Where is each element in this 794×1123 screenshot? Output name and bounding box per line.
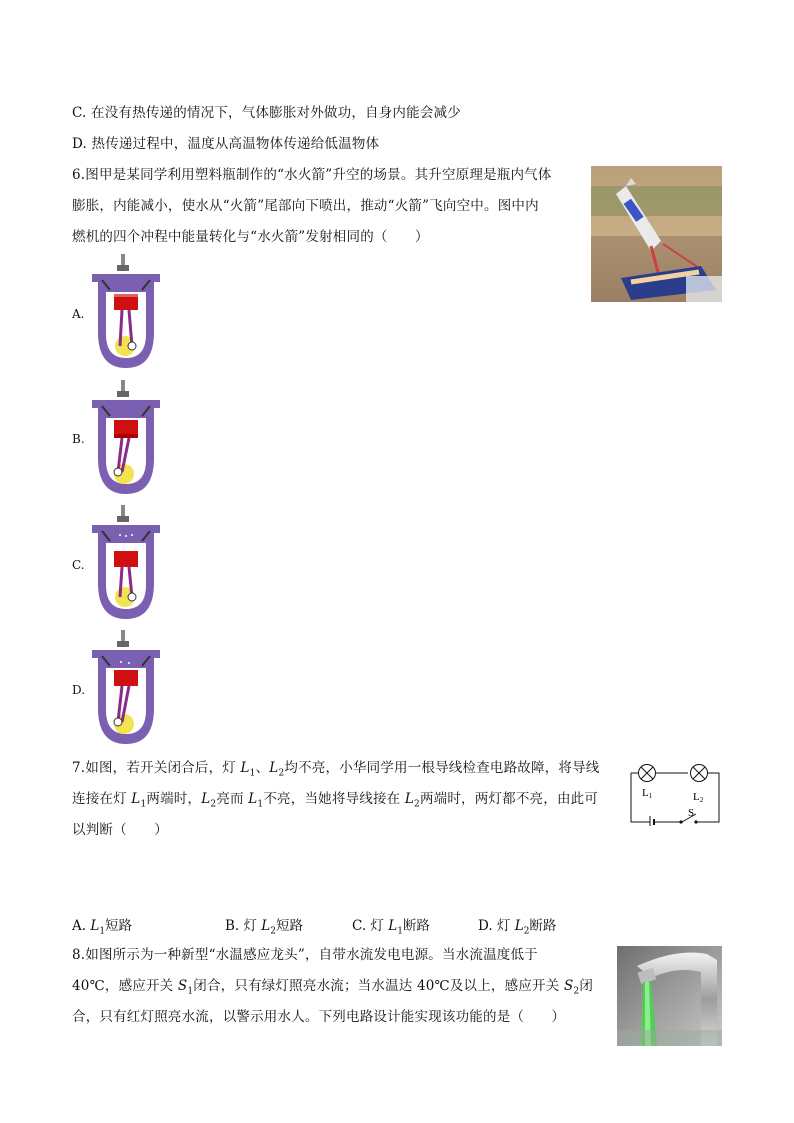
q7-text-line1: 7.如图，若开关闭合后，灯 $L_1$、$L_2$均不亮，小华同学用一根导线检查电路故障，将导线 bbox=[72, 760, 600, 779]
q6-text-line1: 6.图甲是某同学利用塑料瓶制作的“水火箭”升空的场景。其升空原理是瓶内气体 bbox=[72, 167, 552, 183]
engine-diagram-b bbox=[88, 380, 164, 500]
q6-option-d-label: D. bbox=[72, 683, 86, 697]
engine-diagram-a bbox=[88, 254, 164, 374]
q6-option-b-label: B. bbox=[72, 432, 85, 446]
q5-option-c: C. 在没有热传递的情况下，气体膨胀对外做功，自身内能会减少 bbox=[72, 105, 461, 121]
faucet-photo bbox=[617, 946, 722, 1046]
q6-option-c-label: C. bbox=[72, 558, 85, 572]
q6-text-line2: 膨胀，内能减小，使水从“火箭”尾部向下喷出，推动“火箭”飞向空中。图中内 bbox=[72, 198, 539, 214]
q5-option-d: D. 热传递过程中，温度从高温物体传递给低温物体 bbox=[72, 136, 380, 152]
q6-option-a-label: A. bbox=[72, 307, 85, 321]
circuit-label-s: S bbox=[688, 807, 695, 819]
q7-choice-d[interactable]: D. 灯 $L_2$断路 bbox=[478, 918, 557, 937]
q8-text-line2: 40℃，感应开关 $S_1$闭合，只有绿灯照亮水流；当水温达 40℃及以上，感应开关 $S_2$闭 bbox=[72, 978, 594, 997]
engine-diagram-c bbox=[88, 505, 164, 625]
q7-text-line2: 连接在灯 $L_1$两端时，$L_2$亮而 $L_1$不亮，当她将导线接在 $L_2$两端时，两灯都不亮，由此可 bbox=[72, 791, 599, 810]
circuit-label-l2: L2 bbox=[693, 791, 704, 804]
q6-text-line3: 燃机的四个冲程中能量转化与“水火箭”发射相同的（ ） bbox=[72, 229, 429, 245]
q7-text-line3: 以判断（ ） bbox=[72, 822, 168, 838]
q8-text-line3: 合，只有红灯照亮水流，以警示用水人。下列电路设计能实现该功能的是（ ） bbox=[72, 1009, 566, 1025]
q7-choice-c[interactable]: C. 灯 $L_1$断路 bbox=[352, 918, 430, 937]
circuit-label-l1: L1 bbox=[642, 787, 653, 800]
engine-diagram-d bbox=[88, 630, 164, 750]
water-rocket-photo bbox=[591, 166, 722, 302]
q7-circuit-diagram bbox=[626, 760, 724, 826]
q8-text-line1: 8.如图所示为一种新型“水温感应龙头”，自带水流发电电源。当水流温度低于 bbox=[72, 947, 538, 963]
q7-choice-b[interactable]: B. 灯 $L_2$短路 bbox=[225, 918, 303, 937]
q7-choice-a[interactable]: A. $L_1$短路 bbox=[72, 918, 133, 937]
